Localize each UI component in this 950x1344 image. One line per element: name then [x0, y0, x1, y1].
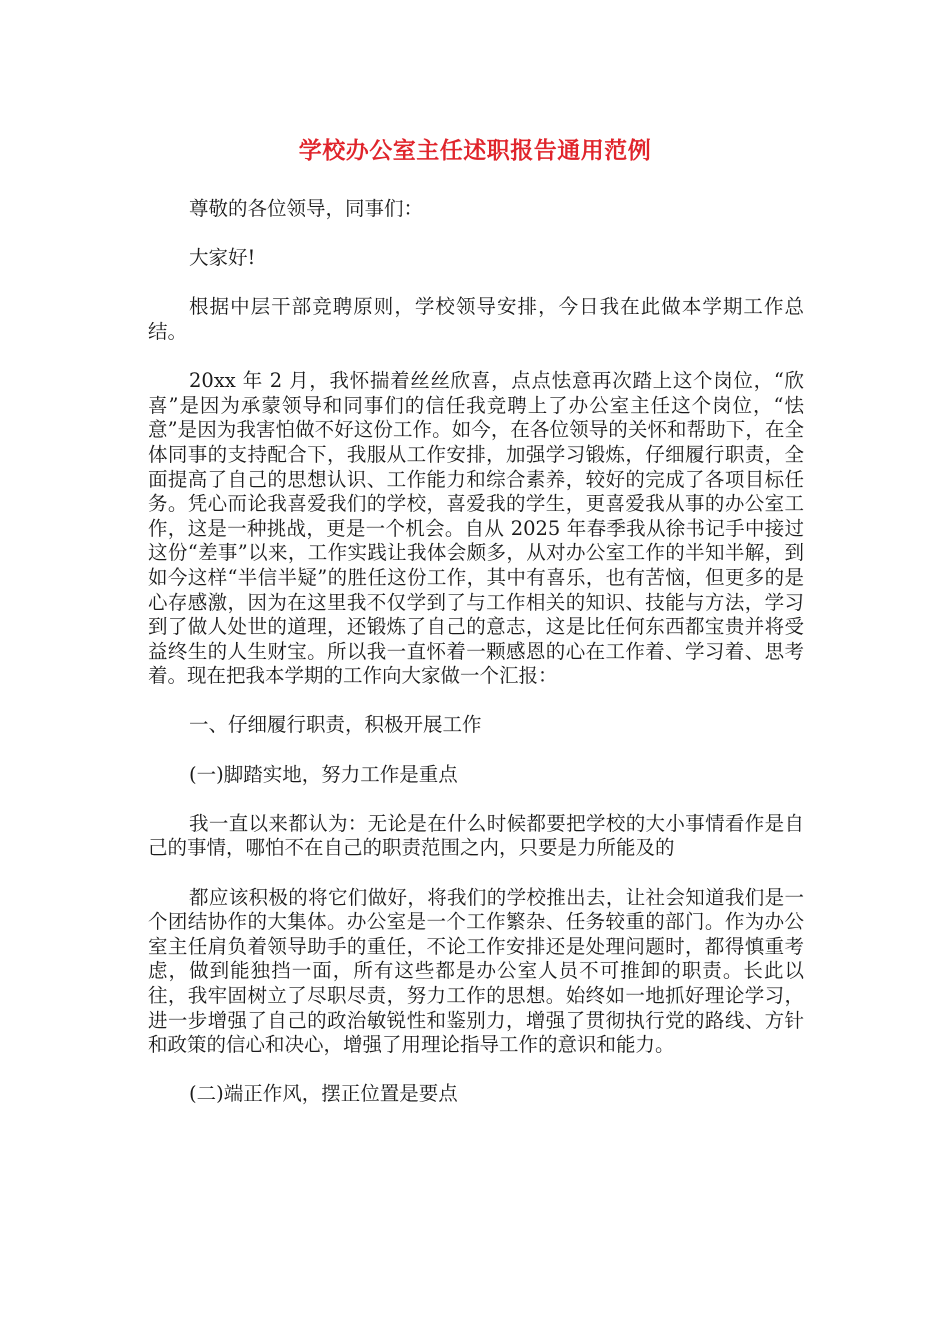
salutation: 尊敬的各位领导，同事们： — [189, 197, 424, 220]
subsection-heading: (二)端正作风，摆正位置是要点 — [189, 1082, 458, 1106]
body-paragraph: 20xx 年 2 月，我怀揣着丝丝欣喜，点点怯意再次踏上这个岗位，“欣喜”是因为承蒙领导和同事们的信任我竞聘上了办公室主任这个岗位，“怯意”是因为我害怕做不好这份工作。如今，在各位领导的关怀和帮助下，在全体同事的支持配合下，我服从工作安排，加强学习锻炼，仔细履行职责，全面提高了自己的思想认识、工作能力和综合素养，较好的完成了各项目标任务。凭心而论我喜爱我们的学校，喜爱我的学生，更喜爱我从事的办公室工作，这是一种挑战，更是一个机会。自从 2025 年春季我从徐书记手中接过这份“差事”以来，工作实践让我体会颇多，从对办公室工作的半知半解，到如今这样“半信半疑”的胜任这份工作，其中有喜乐，也有苦恼，但更多的是心存感激，因为在这里我不仅学到了与工作相关的知识、技能与方法，学习到了做人处世的道理，还锻炼了自己的意志，这是比任何东西都宝贵并将受益终生的人生财宝。所以我一直怀着一颗感恩的心在工作着、学习着、思考着。现在把我本学期的工作向大家做一个汇报： — [148, 369, 804, 688]
subsection-heading: (一)脚踏实地，努力工作是重点 — [189, 762, 458, 786]
body-paragraph: 都应该积极的将它们做好，将我们的学校推出去，让社会知道我们是一个团结协作的大集体。办公室是一个工作繁杂、任务较重的部门。作为办公室主任肩负着领导助手的重任，不论工作安排还是处理问题时，都得慎重考虑，做到能独挡一面，所有这些都是办公室人员不可推卸的职责。长此以往，我牢固树立了尽职尽责，努力工作的思想。始终如一地抓好理论学习，进一步增强了自己的政治敏锐性和鉴别力，增强了贯彻执行党的路线、方针和政策的信心和决心，增强了用理论指导工作的意识和能力。 — [148, 885, 804, 1057]
greeting: 大家好! — [189, 246, 256, 270]
body-paragraph: 我一直以来都认为：无论是在什么时候都要把学校的大小事情看作是自己的事情，哪怕不在自己的职责范围之内，只要是力所能及的 — [148, 811, 804, 860]
body-paragraph: 根据中层干部竞聘原则，学校领导安排，今日我在此做本学期工作总结。 — [148, 295, 804, 343]
document-body — [148, 197, 804, 1132]
section-heading: 一、仔细履行职责，积极开展工作 — [189, 713, 482, 737]
document-title: 学校办公室主任述职报告通用范例 — [298, 138, 652, 164]
